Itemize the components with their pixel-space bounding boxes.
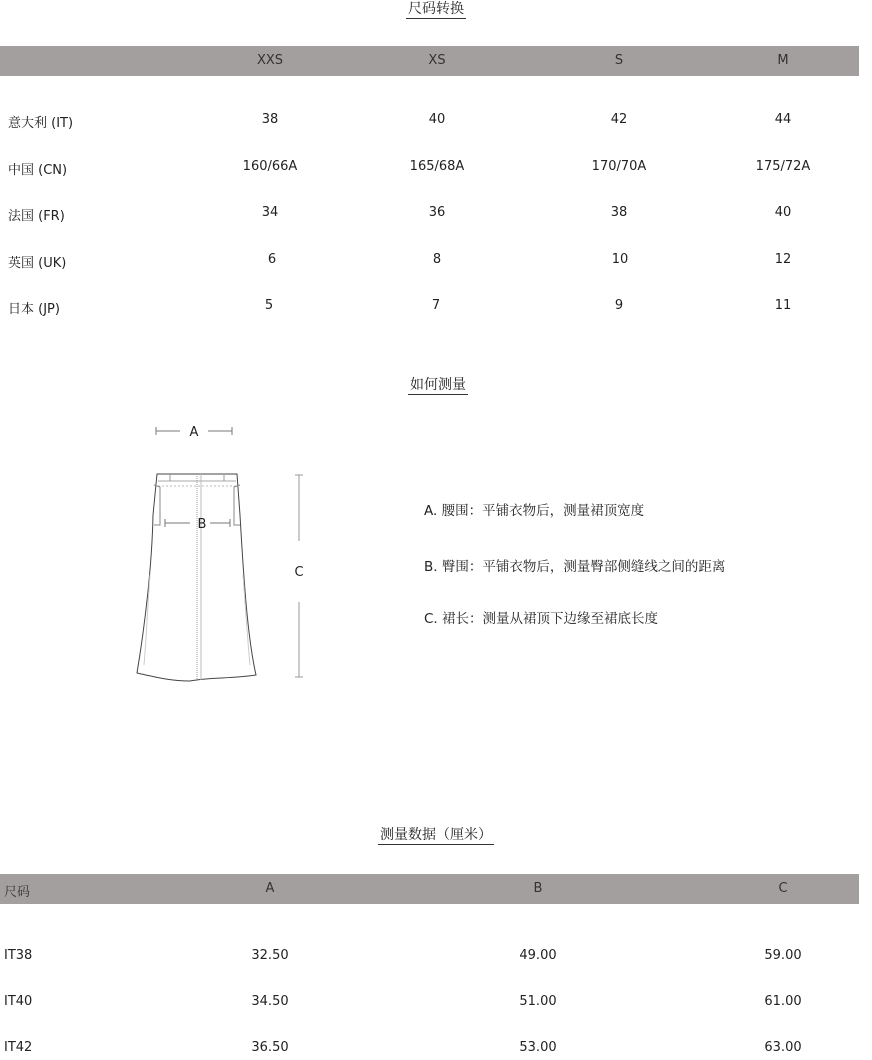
size-conversion-title: 尺码转换: [408, 1, 464, 17]
table-cell: 36: [428, 205, 446, 220]
row-label: 中国 (CN): [8, 163, 68, 178]
table-cell: 11: [774, 298, 792, 313]
table-cell: 34: [261, 205, 279, 220]
how-to-measure-title: 如何测量: [410, 377, 466, 393]
measurements-title: 测量数据（厘米）: [380, 827, 492, 843]
column-header-c: C: [778, 881, 788, 896]
table-row: [0, 948, 872, 968]
table-cell: 51.00: [519, 994, 557, 1009]
size-conversion-header: [0, 46, 859, 76]
row-label: 法国 (FR): [8, 209, 65, 224]
table-row: [0, 159, 872, 179]
table-cell: 36.50: [251, 1040, 289, 1055]
table-row: [0, 112, 872, 132]
table-cell: 40: [774, 205, 792, 220]
row-label: 意大利 (IT): [8, 116, 74, 131]
row-label: IT42: [4, 1040, 33, 1055]
column-header-xs: XS: [428, 53, 446, 68]
table-cell: 34.50: [251, 994, 289, 1009]
row-label: 英国 (UK): [8, 256, 67, 271]
row-label: IT38: [4, 948, 33, 963]
table-cell: 61.00: [764, 994, 802, 1009]
table-cell: 10: [611, 252, 629, 267]
legend-item-length: C. 裙长：测量从裙顶下边缘至裙底长度: [424, 611, 659, 627]
table-row: [0, 298, 872, 318]
table-cell: 165/68A: [409, 159, 465, 174]
table-cell: 49.00: [519, 948, 557, 963]
measurements-header: [0, 874, 859, 904]
table-cell: 12: [774, 252, 792, 267]
table-cell: 32.50: [251, 948, 289, 963]
legend-item-hip: B. 臀围：平铺衣物后，测量臀部侧缝线之间的距离: [424, 559, 726, 575]
table-cell: 53.00: [519, 1040, 557, 1055]
row-label: IT40: [4, 994, 33, 1009]
table-row: [0, 252, 872, 272]
table-row: [0, 994, 872, 1014]
column-header-s: S: [614, 53, 624, 68]
column-header-a: A: [265, 881, 275, 896]
table-cell: 42: [610, 112, 628, 127]
table-cell: 38: [261, 112, 279, 127]
skirt-outline: [137, 474, 256, 681]
skirt-diagram: [120, 415, 320, 695]
table-cell: 7: [431, 298, 441, 313]
table-cell: 63.00: [764, 1040, 802, 1055]
table-cell: 40: [428, 112, 446, 127]
table-cell: 6: [267, 252, 277, 267]
table-cell: 8: [432, 252, 442, 267]
table-cell: 59.00: [764, 948, 802, 963]
column-header-m: M: [777, 53, 789, 68]
table-cell: 9: [614, 298, 624, 313]
table-cell: 160/66A: [242, 159, 298, 174]
table-cell: 38: [610, 205, 628, 220]
column-header-b: B: [533, 881, 543, 896]
table-row: [0, 1040, 872, 1060]
table-cell: 170/70A: [591, 159, 647, 174]
table-cell: 5: [264, 298, 274, 313]
table-row: [0, 205, 872, 225]
column-header-xxs: XXS: [256, 53, 284, 68]
label-a: A: [189, 425, 199, 440]
label-c: C: [294, 565, 304, 580]
row-label: 日本 (JP): [8, 302, 60, 317]
legend-item-waist: A. 腰围：平铺衣物后，测量裙顶宽度: [424, 503, 645, 519]
table-cell: 44: [774, 112, 792, 127]
table-cell: 175/72A: [755, 159, 811, 174]
label-b: B: [197, 517, 207, 532]
column-header-size: 尺码: [4, 885, 31, 900]
